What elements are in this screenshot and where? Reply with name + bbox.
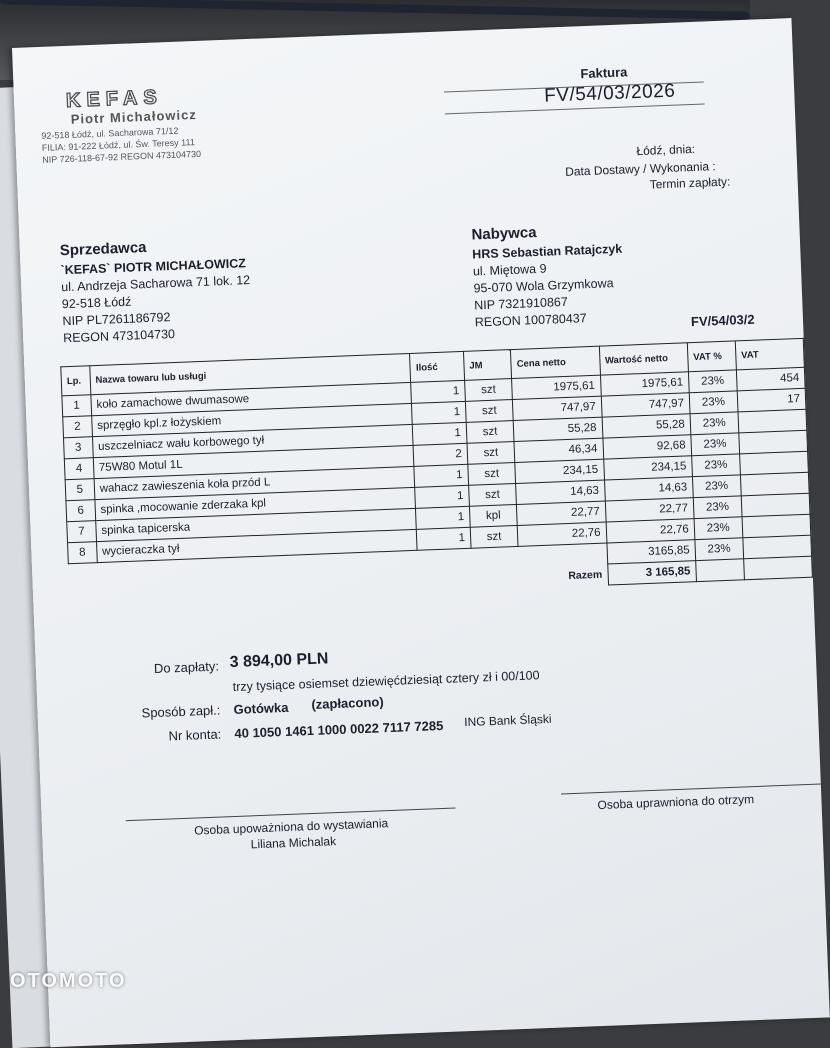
cell-value: 55,28	[602, 414, 691, 438]
buyer-name: HRS Sebastian Ratajczyk	[471, 241, 623, 262]
issuer-label: Osoba upoważniona do wystawiania	[193, 816, 389, 838]
cell-jm: szt	[464, 379, 512, 402]
logo-address-line: 92-518 Łódź, ul. Sacharowa 71/12	[41, 125, 179, 141]
razem-vat	[696, 559, 745, 582]
receiver-signature-line	[561, 783, 821, 794]
cell-lp: 2	[63, 416, 93, 438]
subtotal-vat: 23%	[695, 538, 744, 561]
payment-method-note: (zapłacono)	[311, 694, 384, 712]
amount-in-words: trzy tysiące osiemset dziewięćdziesiąt cztery zł i 00/100	[232, 668, 540, 694]
cell-vat2	[742, 514, 811, 538]
cell-qty: 2	[413, 443, 467, 466]
invoice-title: Faktura	[580, 64, 628, 82]
cell-name: sprzęgło kpl.z łożyskiem	[91, 403, 412, 436]
cell-jm: kpl	[469, 504, 517, 527]
seller-city: 92-518 Łódź	[61, 294, 132, 312]
cell-lp: 8	[68, 542, 98, 564]
seller-regon: REGON 473104730	[62, 326, 176, 346]
cell-name: uszczelniacz wału korbowego tył	[92, 424, 413, 457]
cell-qty: 1	[414, 464, 468, 487]
account-label: Nr konta:	[168, 726, 222, 744]
company-logo-name: Piotr Michałowicz	[70, 106, 198, 127]
due-amount: 3 894,00 PLN	[229, 650, 329, 672]
cell-vat: 23%	[688, 370, 737, 393]
cell-lp: 3	[64, 437, 94, 459]
cell-qty: 1	[415, 485, 469, 508]
cell-qty: 1	[413, 422, 467, 445]
cell-lp: 6	[66, 500, 96, 522]
cell-price: 1975,61	[512, 375, 601, 399]
logo-branch-line: FILIA: 91-222 Łódź, ul. Św. Teresy 111	[41, 137, 196, 153]
delivery-date-label: Data Dostawy / Wykonania :	[564, 159, 716, 179]
cell-lp: 5	[65, 479, 95, 501]
cell-vat: 23%	[691, 433, 740, 456]
cell-name: spinka tapicerska	[95, 508, 416, 541]
payment-method-label: Sposób zapł.:	[141, 702, 221, 721]
cell-value: 14,63	[604, 477, 693, 501]
payment-method-value: Gotówka	[233, 699, 289, 717]
col-vat: VAT %	[687, 341, 736, 372]
cell-name: spinka ,mocowanie zderzaka kpl	[95, 487, 416, 520]
cell-price: 55,28	[513, 417, 602, 441]
seller-heading: Sprzedawca	[59, 238, 147, 260]
razem-vat-amount	[743, 556, 812, 580]
buyer-street: ul. Miętowa 9	[472, 261, 547, 279]
cell-price: 46,34	[514, 438, 603, 462]
seller-street: ul. Andrzeja Sacharowa 71 lok. 12	[60, 273, 251, 295]
seller-name: `KEFAS` PIOTR MICHAŁOWICZ	[60, 256, 247, 278]
buyer-heading: Nabywca	[471, 224, 537, 244]
cell-vat: 23%	[690, 412, 739, 435]
cell-vat2	[738, 409, 807, 433]
cell-value: 92,68	[602, 435, 691, 459]
cell-value: 1975,61	[600, 372, 689, 396]
col-qty: Ilość	[410, 351, 465, 382]
cell-vat2	[740, 472, 809, 496]
cell-vat2: 17	[737, 388, 806, 412]
col-value: Wartość netto	[599, 343, 688, 375]
cell-vat: 23%	[694, 517, 743, 540]
buyer-city: 95-070 Wola Grzymkowa	[473, 276, 614, 296]
due-label: Do zapłaty:	[153, 658, 220, 677]
cell-lp: 7	[67, 521, 97, 543]
cell-value: 22,77	[605, 498, 694, 522]
razem-label: Razem	[568, 568, 603, 583]
cell-jm: szt	[466, 421, 514, 444]
subtotal-vat-amount	[743, 535, 812, 559]
bank-name: ING Bank Śląski	[463, 711, 552, 730]
cell-name: wycieraczka tył	[96, 529, 417, 562]
account-number: 40 1050 1461 1000 0022 7117 7285	[234, 717, 444, 741]
cell-price: 234,15	[515, 459, 604, 483]
cell-qty: 1	[412, 401, 466, 424]
razem-value: 3 165,85	[607, 561, 696, 585]
cell-qty: 1	[416, 506, 470, 529]
subtotal-value: 3165,85	[606, 540, 695, 564]
cell-value: 747,97	[601, 393, 690, 417]
cell-name: koło zamachowe dwumasowe	[91, 382, 412, 415]
cell-price: 22,77	[517, 501, 606, 525]
cell-vat2	[739, 430, 808, 454]
cell-qty: 1	[417, 527, 471, 550]
cell-name: 75W80 Motul 1L	[93, 445, 414, 478]
cell-vat2	[739, 451, 808, 475]
cell-jm: szt	[468, 462, 516, 485]
cell-price: 747,97	[513, 396, 602, 420]
cell-lp: 1	[62, 395, 92, 417]
cell-jm: szt	[468, 483, 516, 506]
issue-place-label: Łódź, dnia:	[636, 141, 696, 159]
issuer-name: Liliana Michalak	[250, 834, 337, 852]
payment-term-label: Termin zapłaty:	[649, 174, 731, 192]
cell-vat2: 454	[736, 367, 805, 391]
seller-block	[60, 255, 252, 347]
cell-vat: 23%	[692, 475, 741, 498]
cell-jm: szt	[465, 400, 513, 423]
cell-vat: 23%	[691, 454, 740, 477]
invoice-page	[12, 18, 830, 1047]
col-vat-amount: VAT	[735, 338, 804, 370]
receiver-label: Osoba uprawniona do otrzym	[597, 792, 755, 813]
cell-price: 22,76	[517, 522, 606, 546]
cell-price: 14,63	[516, 480, 605, 504]
buyer-block	[472, 241, 625, 332]
cell-jm: szt	[470, 525, 518, 548]
seller-nip: NIP PL7261186792	[62, 310, 171, 329]
cell-vat2	[741, 493, 810, 517]
cell-name: wahacz zawieszenia koła przód L	[94, 466, 415, 499]
cell-vat: 23%	[693, 496, 742, 519]
company-logo-word: KEFAS	[65, 86, 164, 112]
buyer-regon: REGON 100780437	[474, 311, 587, 330]
col-jm: JM	[463, 350, 511, 381]
cell-lp: 4	[64, 458, 94, 480]
cell-value: 22,76	[606, 519, 695, 543]
otomoto-watermark: OTOMOTO	[10, 970, 127, 992]
cell-qty: 1	[411, 380, 465, 403]
invoice-number-repeat: FV/54/03/2	[690, 311, 755, 330]
cell-vat: 23%	[689, 391, 738, 414]
col-price: Cena netto	[511, 346, 600, 378]
col-name: Nazwa towaru lub usługi	[89, 353, 411, 394]
invoice-number: FV/54/03/2026	[543, 80, 676, 107]
cell-value: 234,15	[603, 456, 692, 480]
col-lp: Lp.	[61, 366, 91, 396]
items-table	[60, 338, 813, 606]
buyer-nip: NIP 7321910867	[473, 294, 569, 313]
logo-nip-line: NIP 726-118-67-92 REGON 473104730	[42, 148, 202, 165]
cell-jm: szt	[467, 442, 515, 465]
